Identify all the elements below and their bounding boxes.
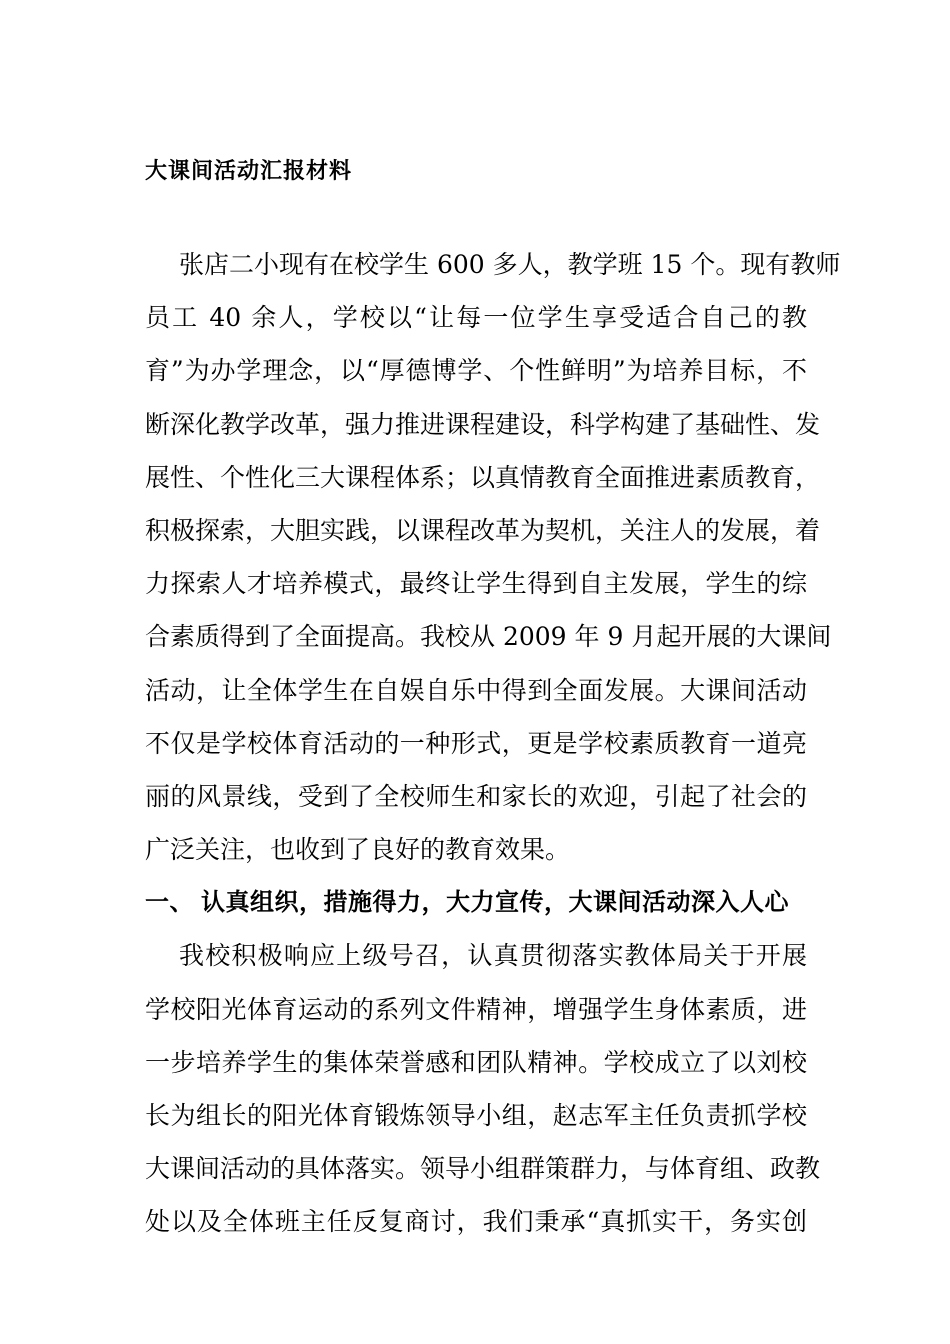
document-title: 大课间活动汇报材料 (145, 159, 353, 184)
paragraph-line: 断深化教学改革，强力推进课程建设，科学构建了基础性、发 (145, 409, 821, 439)
paragraph-line: 长为组长的阳光体育锻炼领导小组，赵志军主任负责抓学校 (145, 1101, 807, 1130)
paragraph-line: 一步培养学生的集体荣誉感和团队精神。学校成立了以刘校 (145, 1047, 807, 1077)
paragraph-section1 (145, 929, 821, 1248)
paragraph-line: 活动，让全体学生在自娱自乐中得到全面发展。大课间活动 (145, 675, 807, 705)
section-heading (145, 876, 807, 929)
section-number: 一、 (145, 888, 194, 917)
paragraph-line: 合素质得到了全面提高。我校从 2009 年 9 月起开展的大课间 (145, 622, 832, 652)
paragraph-line: 力探索人才培养模式，最终让学生得到自主发展，学生的综 (145, 569, 807, 599)
paragraph-line: 大课间活动的具体落实。领导小组群策群力，与体育组、政教 (145, 1154, 821, 1184)
paragraph-line: 员工 40 余人，学校以“让每一位学生享受适合自己的教 (145, 303, 807, 333)
paragraph-line: 学校阳光体育运动的系列文件精神，增强学生身体素质，进 (145, 994, 807, 1024)
paragraph-intro (145, 238, 841, 876)
paragraph-line: 处以及全体班主任反复商讨，我们秉承“真抓实干，务实创 (145, 1207, 807, 1237)
paragraph-line: 张店二小现有在校学生 600 多人，教学班 15 个。现有教师 (179, 250, 841, 279)
paragraph-line: 丽的风景线，受到了全校师生和家长的欢迎，引起了社会的 (145, 781, 807, 811)
paragraph-line: 广泛关注，也收到了良好的教育效果。 (145, 835, 571, 865)
paragraph-line: 积极探索，大胆实践，以课程改革为契机，关注人的发展，着 (145, 515, 821, 545)
paragraph-line: 育”为办学理念，以“厚德博学、个性鲜明”为培养目标，不 (145, 356, 807, 386)
section-heading-text: 认真组织，措施得力，大力宣传，大课间活动深入人心 (201, 888, 789, 917)
paragraph-line: 展性、个性化三大课程体系；以真情教育全面推进素质教育， (145, 462, 821, 492)
document-body (145, 238, 841, 1249)
paragraph-line: 我校积极响应上级号召，认真贯彻落实教体局关于开展 (179, 941, 807, 971)
paragraph-line: 不仅是学校体育活动的一种形式，更是学校素质教育一道亮 (145, 728, 807, 758)
